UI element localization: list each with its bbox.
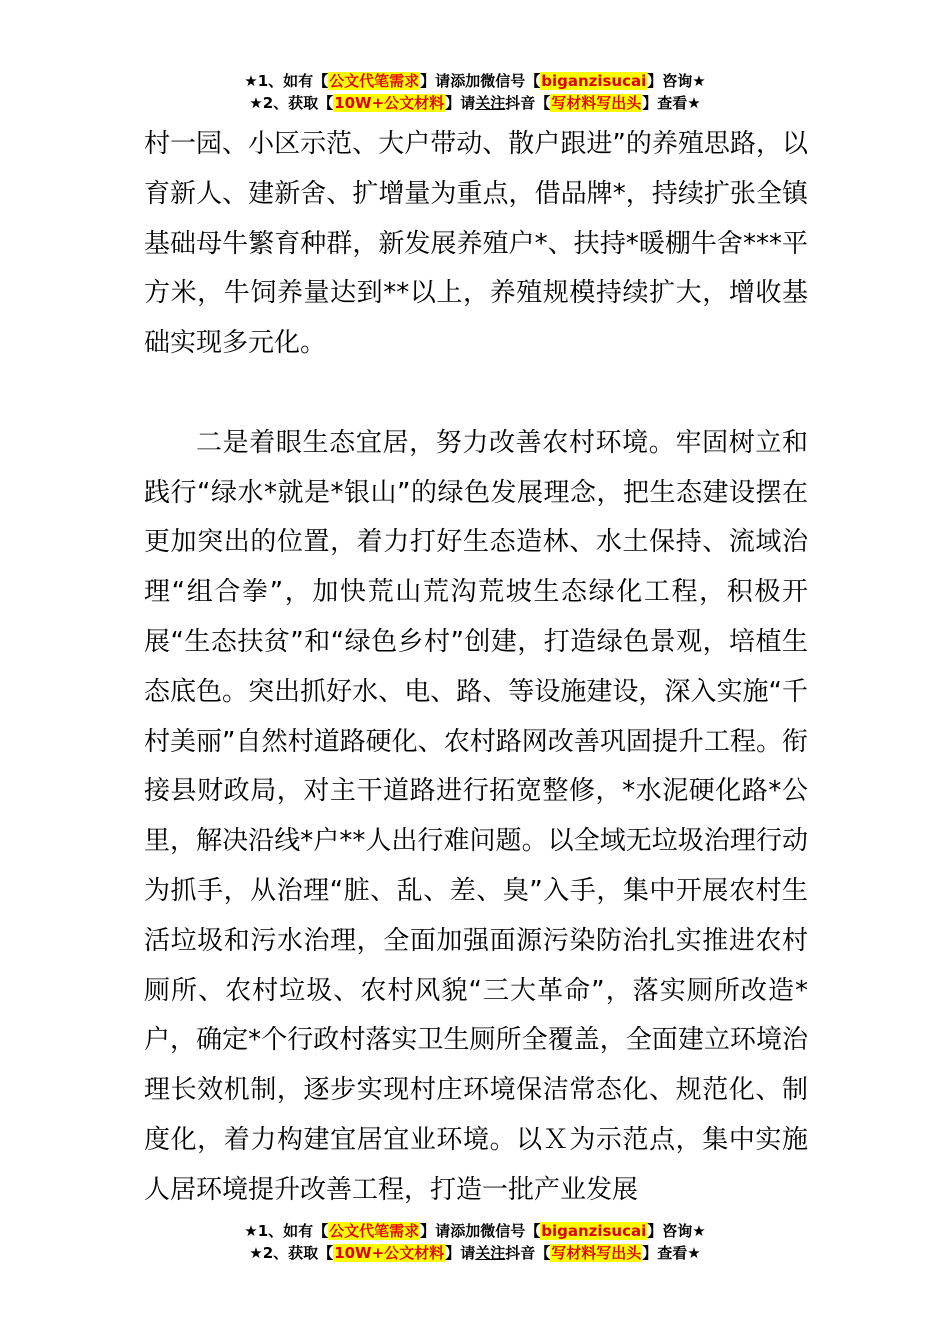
highlight-douyin: 写材料写出头	[551, 1244, 642, 1262]
paragraph-gap	[144, 369, 808, 419]
paragraph-1: 村一园、小区示范、大户带动、散户跟进”的养殖思路，以育新人、建新舍、扩增量为重点，借品牌*，持续扩张全镇基础母牛繁育种群，新发展养殖户*、扶持*暖棚牛舍***平方米，牛饲养量达到**以上，养殖规模持续扩大，增收基础实现多元化。	[144, 129, 808, 359]
banner-line-1: ★1、如有【公文代笔需求】请添加微信号【biganzisucai】咨询★	[244, 72, 706, 90]
paragraph-2: 二是着眼生态宜居，努力改善农村环境。牢固树立和践行“绿水*就是*银山”的绿色发展理念，把生态建设摆在更加突出的位置，着力打好生态造林、水土保持、流域治理“组合拳”，加快荒山荒沟荒坡生态绿化工程，积极开展“生态扶贫”和“绿色乡村”创建，打造绿色景观，培植生态底色。突出抓好水、电、路、等设施建设，深入实施“千村美丽”自然村道路硬化、农村路网改善巩固提升工程。衔接县财政局，对主干道路进行拓宽整修，*水泥硬化路*公里，解决沿线*户**人出行难问题。以全域无垃圾治理行动为抓手，从治理“脏、乱、差、臭”入手，集中开展农村生活垃圾和污水治理，全面加强面源污染防治扎实推进农村厕所、农村垃圾、农村风貌“三大革命”，落实厕所改造*户，确定*个行政村落实卫生厕所全覆盖，全面建立环境治理长效机制，逐步实现村庄环境保洁常态化、规范化、制度化，着力构建宜居宜业环境。以Ｘ为示范点，集中实施人居环境提升改善工程，打造一批产业发展	[144, 427, 808, 1205]
footer-line-2: ★2、获取【10W+公文材料】请关注抖音【写材料写出头】查看★	[249, 1244, 701, 1262]
highlight-douyin: 写材料写出头	[551, 94, 642, 112]
highlight-wechat-id: biganzisucai	[541, 72, 647, 90]
footer-banner	[0, 1220, 950, 1264]
header-banner	[0, 70, 950, 114]
highlight-materials: 10W+公文材料	[334, 1244, 445, 1262]
highlight-materials: 10W+公文材料	[334, 94, 445, 112]
highlight-wechat-id: biganzisucai	[541, 1222, 647, 1240]
highlight-service: 公文代笔需求	[329, 72, 420, 90]
highlight-service: 公文代笔需求	[329, 1222, 420, 1240]
banner-line-2: ★2、获取【10W+公文材料】请关注抖音【写材料写出头】查看★	[249, 94, 701, 112]
footer-line-1: ★1、如有【公文代笔需求】请添加微信号【biganzisucai】咨询★	[244, 1222, 706, 1240]
document-body	[144, 120, 808, 1216]
